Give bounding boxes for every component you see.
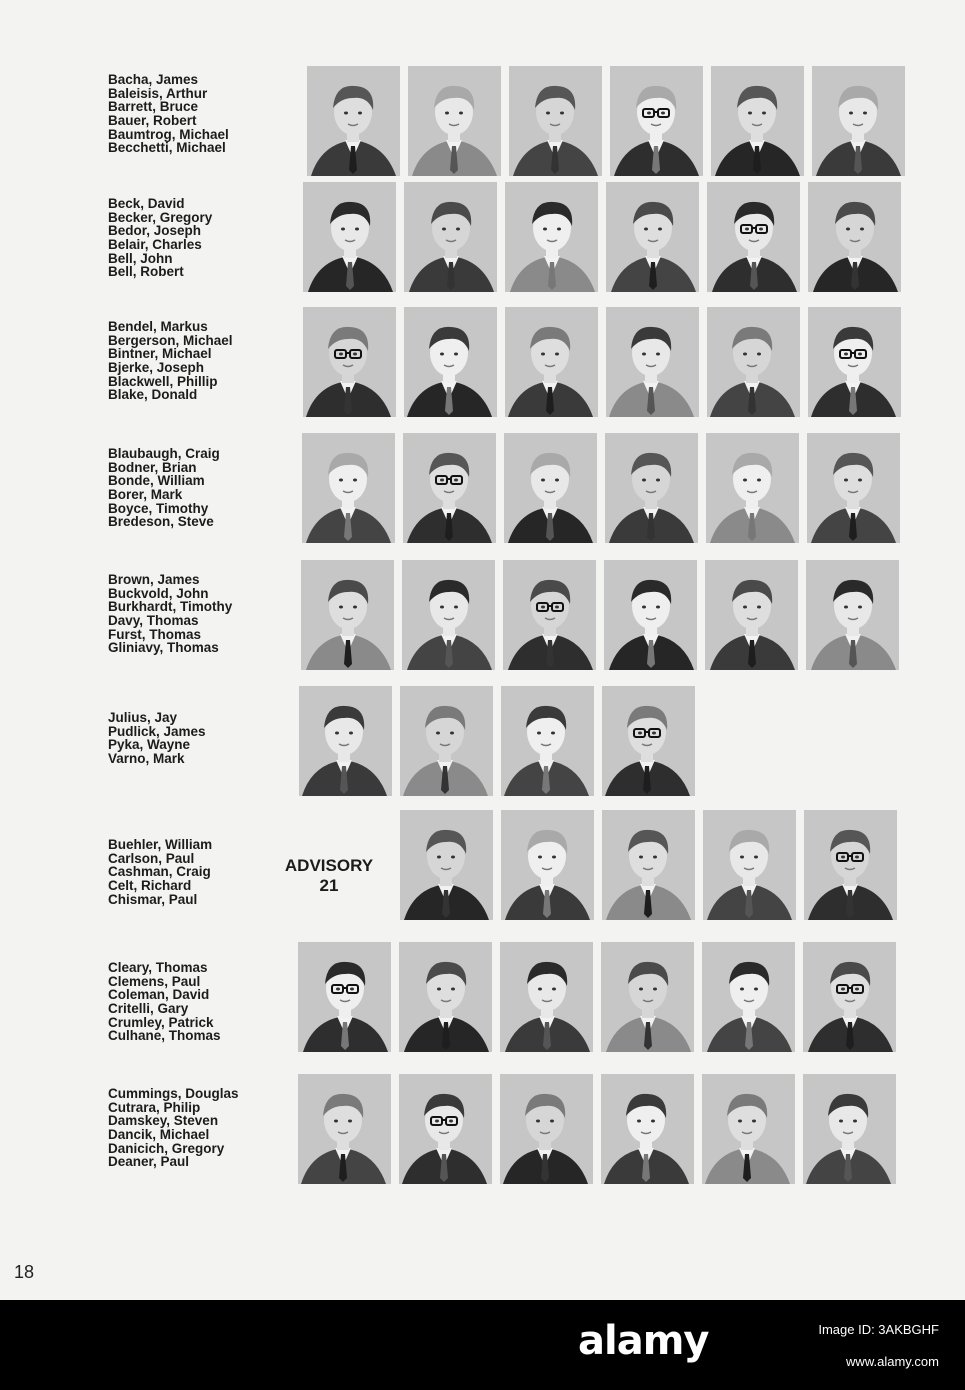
student-portrait — [503, 560, 596, 670]
student-name: Beck, David — [108, 196, 185, 211]
student-portrait — [711, 66, 804, 176]
student-name: Bell, Robert — [108, 264, 184, 280]
student-name: Bacha, James — [108, 72, 199, 87]
advisory-heading — [268, 856, 390, 896]
student-portrait — [399, 1074, 492, 1184]
student-portrait — [606, 307, 699, 417]
name-list-7 — [108, 838, 212, 906]
advisory-label: ADVISORY — [284, 856, 374, 875]
student-name: Becker, Gregory — [108, 209, 213, 225]
student-portrait — [812, 66, 905, 176]
student-name: Barrett, Bruce — [108, 99, 199, 115]
student-name: Furst, Thomas — [108, 626, 202, 642]
student-portrait — [806, 560, 899, 670]
student-name: Brown, James — [108, 572, 200, 587]
student-portrait — [307, 66, 400, 176]
student-portrait — [705, 560, 798, 670]
student-portrait — [610, 66, 703, 176]
student-portrait — [808, 182, 901, 292]
student-name: Davy, Thomas — [108, 613, 199, 629]
student-name: Boyce, Timothy — [108, 500, 209, 516]
student-portrait — [601, 1074, 694, 1184]
student-portrait — [400, 686, 493, 796]
student-portrait — [807, 433, 900, 543]
student-name: Dancik, Michael — [108, 1127, 210, 1143]
student-name: Bauer, Robert — [108, 113, 197, 129]
student-portrait — [702, 942, 795, 1052]
student-portrait — [703, 810, 796, 920]
student-portrait — [302, 433, 395, 543]
student-name: Cleary, Thomas — [108, 960, 208, 975]
student-portrait — [303, 307, 396, 417]
name-list-9 — [108, 1087, 239, 1169]
student-name: Cummings, Douglas — [108, 1086, 239, 1101]
name-list-5 — [108, 573, 232, 655]
student-portrait — [404, 307, 497, 417]
student-name: Buehler, William — [108, 837, 213, 852]
student-portrait — [298, 942, 391, 1052]
student-portrait — [602, 810, 695, 920]
student-name: Damskey, Steven — [108, 1113, 219, 1129]
student-portrait — [509, 66, 602, 176]
alamy-logo: alamy — [578, 1318, 709, 1364]
student-name: Clemens, Paul — [108, 973, 201, 989]
student-portrait — [707, 307, 800, 417]
student-portrait — [400, 810, 493, 920]
student-name: Bodner, Brian — [108, 459, 197, 475]
student-portrait — [403, 433, 496, 543]
student-name: Celt, Richard — [108, 878, 192, 894]
student-portrait — [803, 1074, 896, 1184]
advisory-number: 21 — [319, 876, 339, 895]
student-portrait — [707, 182, 800, 292]
student-portrait — [702, 1074, 795, 1184]
student-portrait — [504, 433, 597, 543]
student-name: Crumley, Patrick — [108, 1014, 214, 1030]
student-portrait — [601, 942, 694, 1052]
student-name: Carlson, Paul — [108, 850, 195, 866]
student-portrait — [602, 686, 695, 796]
student-name: Burkhardt, Timothy — [108, 599, 233, 615]
student-name: Deaner, Paul — [108, 1154, 190, 1170]
name-list-1 — [108, 73, 229, 155]
student-name: Bjerke, Joseph — [108, 360, 205, 376]
student-name: Belair, Charles — [108, 237, 202, 253]
name-list-3 — [108, 320, 233, 402]
student-portrait — [500, 942, 593, 1052]
student-name: Varno, Mark — [108, 751, 185, 767]
student-name: Gliniavy, Thomas — [108, 640, 219, 656]
student-portrait — [808, 307, 901, 417]
student-portrait — [408, 66, 501, 176]
stock-footer-bar — [0, 1300, 965, 1390]
student-name: Bendel, Markus — [108, 319, 208, 334]
student-name: Blaubaugh, Craig — [108, 446, 220, 461]
student-name: Bredeson, Steve — [108, 514, 214, 530]
page-number: 18 — [14, 1262, 35, 1282]
student-name: Chismar, Paul — [108, 891, 198, 907]
name-list-8 — [108, 961, 221, 1043]
student-portrait — [301, 560, 394, 670]
student-portrait — [505, 307, 598, 417]
student-portrait — [505, 182, 598, 292]
student-name: Blake, Donald — [108, 387, 198, 403]
student-portrait — [605, 433, 698, 543]
image-id: Image ID: 3AKBGHF — [818, 1322, 939, 1337]
student-portrait — [298, 1074, 391, 1184]
student-name: Bergerson, Michael — [108, 332, 233, 348]
site-url: www.alamy.com — [846, 1354, 939, 1369]
name-list-4 — [108, 447, 220, 529]
student-portrait — [804, 810, 897, 920]
student-portrait — [399, 942, 492, 1052]
student-name: Coleman, David — [108, 987, 210, 1003]
student-portrait — [604, 560, 697, 670]
student-name: Pudlick, James — [108, 723, 206, 739]
student-portrait — [299, 686, 392, 796]
student-name: Bell, John — [108, 250, 173, 266]
student-name: Julius, Jay — [108, 710, 178, 725]
student-portrait — [606, 182, 699, 292]
student-portrait — [402, 560, 495, 670]
student-name: Culhane, Thomas — [108, 1028, 221, 1044]
student-portrait — [706, 433, 799, 543]
student-name: Bintner, Michael — [108, 346, 212, 362]
name-list-6 — [108, 711, 206, 766]
student-name: Buckvold, John — [108, 585, 209, 601]
student-name: Becchetti, Michael — [108, 140, 226, 156]
student-name: Danicich, Gregory — [108, 1140, 225, 1156]
student-name: Baumtrog, Michael — [108, 126, 229, 142]
student-name: Bedor, Joseph — [108, 223, 202, 239]
student-name: Pyka, Wayne — [108, 737, 191, 753]
student-name: Cashman, Craig — [108, 864, 211, 880]
student-portrait — [404, 182, 497, 292]
student-portrait — [501, 686, 594, 796]
student-portrait — [803, 942, 896, 1052]
student-name: Critelli, Gary — [108, 1001, 189, 1017]
student-portrait — [501, 810, 594, 920]
student-portrait — [500, 1074, 593, 1184]
student-name: Bonde, William — [108, 473, 205, 489]
name-list-2 — [108, 197, 212, 279]
student-name: Borer, Mark — [108, 487, 183, 503]
student-portrait — [303, 182, 396, 292]
student-name: Blackwell, Phillip — [108, 373, 218, 389]
student-name: Baleisis, Arthur — [108, 85, 208, 101]
student-name: Cutrara, Philip — [108, 1099, 201, 1115]
